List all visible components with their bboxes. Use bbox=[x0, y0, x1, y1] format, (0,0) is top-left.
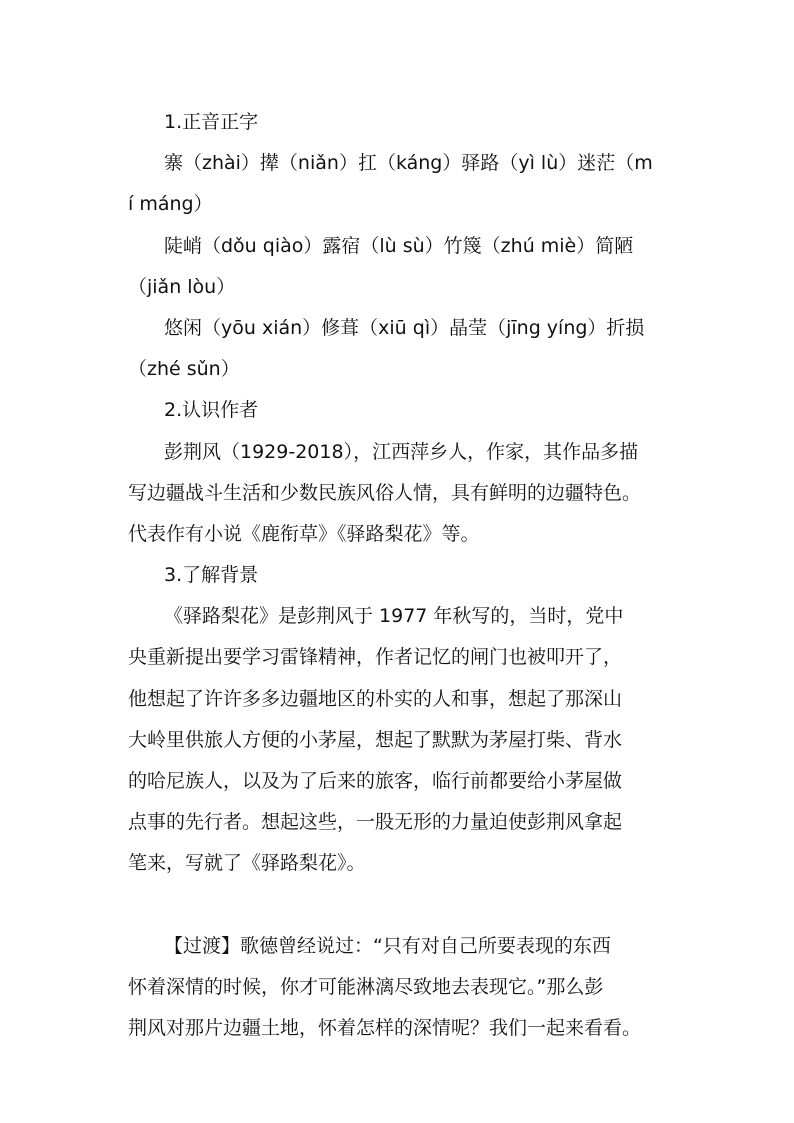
text-line: 【过渡】歌德曾经说过：“只有对自己所要表现的东西 bbox=[164, 934, 611, 957]
text-line: （jiǎn lòu） bbox=[128, 275, 236, 298]
text-line: 彭荆风（1929-2018），江西萍乡人，作家，其作品多描 bbox=[164, 440, 639, 463]
text-line: 悠闲（yōu xián）修葺（xiū qì）晶莹（jīng yíng）折损 bbox=[164, 316, 645, 339]
text-line: 代表作有小说《鹿衔草》《驿路梨花》等。 bbox=[128, 522, 480, 545]
text-line: 怀着深情的时候，你才可能淋漓尽致地去表现它。”那么彭 bbox=[128, 975, 604, 998]
text-line: 寨（zhài）撵（niǎn）扛（káng）驿路（yì lù）迷茫（m bbox=[164, 152, 653, 175]
document-body bbox=[128, 102, 676, 1049]
text-line: 2.认识作者 bbox=[164, 399, 259, 422]
text-line: 写边疆战斗生活和少数民族风俗人情，具有鲜明的边疆特色。 bbox=[128, 481, 642, 504]
text-line: 1.正音正字 bbox=[164, 111, 259, 133]
text-line: 大岭里供旅人方便的小茅屋，想起了默默为茅屋打柴、背水 bbox=[128, 728, 623, 751]
text-line: （zhé sǔn） bbox=[128, 358, 240, 381]
text-line: 的哈尼族人，以及为了后来的旅客，临行前都要给小茅屋做 bbox=[128, 770, 623, 792]
text-line: 他想起了许许多多边疆地区的朴实的人和事，想起了那深山 bbox=[128, 687, 623, 710]
text-line bbox=[128, 885, 676, 926]
text-line: í máng） bbox=[128, 193, 213, 216]
text-line: 央重新提出要学习雷锋精神，作者记忆的闸门也被叩开了， bbox=[128, 646, 623, 669]
text-line: 笔来，写就了《驿路梨花》。 bbox=[128, 852, 366, 875]
text-line: 《驿路梨花》是彭荆风于 1977 年秋写的，当时，党中 bbox=[164, 605, 624, 628]
text-line: 点事的先行者。想起这些，一股无形的力量迫使彭荆风拿起 bbox=[128, 811, 623, 834]
text-line: 陡峭（dǒu qiào）露宿（lù sù）竹篾（zhú miè）简陋 bbox=[164, 234, 634, 257]
text-line: 3.了解背景 bbox=[164, 564, 259, 587]
text-line: 荆风对那片边疆土地，怀着怎样的深情呢？我们一起来看看。 bbox=[128, 1017, 642, 1040]
